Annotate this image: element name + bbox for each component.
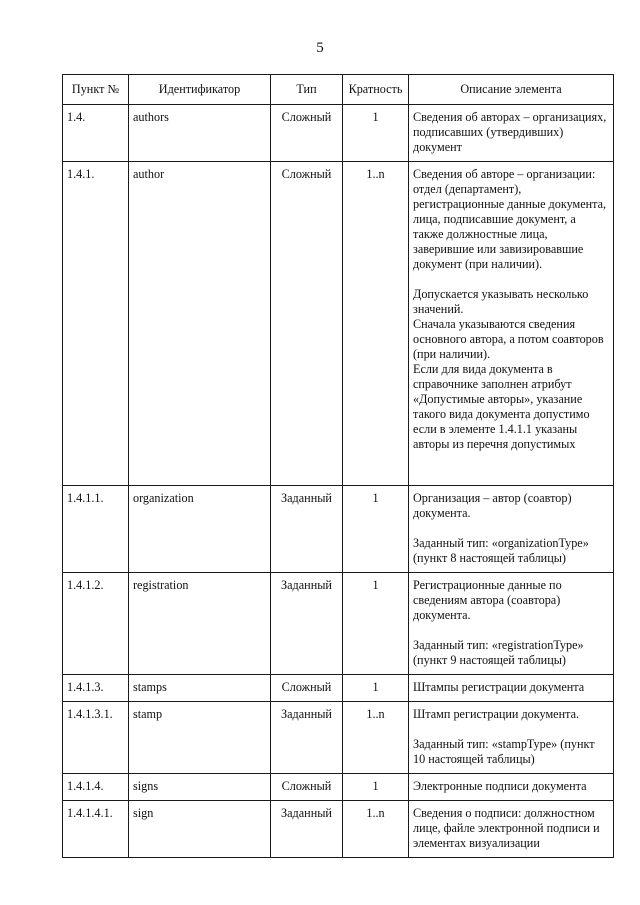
header-description: Описание элемента bbox=[409, 75, 614, 105]
table-header-row bbox=[63, 75, 614, 105]
description-paragraph: Заданный тип: «registrationType» (пункт 9 настоящей таблицы) bbox=[413, 638, 584, 667]
description-paragraph: Допускается указывать несколько значений. bbox=[413, 287, 589, 316]
description-paragraph: Сведения о подписи: должностном лице, файле электронной подписи и элементах визуализации bbox=[413, 806, 600, 850]
cell-multiplicity: 1..n bbox=[343, 702, 409, 774]
table-row bbox=[63, 675, 614, 702]
cell-num: 1.4.1.3. bbox=[63, 675, 129, 702]
description-paragraph: Штамп регистрации документа. bbox=[413, 707, 580, 721]
cell-num: 1.4.1.4. bbox=[63, 774, 129, 801]
description-paragraph: Электронные подписи документа bbox=[413, 779, 587, 793]
description-paragraph: Регистрационные данные по сведениям автора (соавтора) документа. bbox=[413, 578, 562, 622]
spec-table bbox=[62, 74, 614, 858]
cell-type: Сложный bbox=[271, 774, 343, 801]
header-identifier: Идентификатор bbox=[129, 75, 271, 105]
cell-identifier: signs bbox=[129, 774, 271, 801]
cell-description bbox=[409, 105, 614, 162]
cell-num: 1.4.1.1. bbox=[63, 486, 129, 573]
cell-description bbox=[409, 702, 614, 774]
cell-multiplicity: 1 bbox=[343, 105, 409, 162]
cell-description bbox=[409, 162, 614, 486]
cell-description bbox=[409, 573, 614, 675]
cell-identifier: authors bbox=[129, 105, 271, 162]
description-paragraph: Организация – автор (соавтор) документа. bbox=[413, 491, 572, 520]
cell-type: Сложный bbox=[271, 162, 343, 486]
header-multiplicity: Кратность bbox=[343, 75, 409, 105]
cell-identifier: registration bbox=[129, 573, 271, 675]
cell-num: 1.4.1.4.1. bbox=[63, 801, 129, 858]
cell-description bbox=[409, 774, 614, 801]
cell-identifier: organization bbox=[129, 486, 271, 573]
cell-multiplicity: 1..n bbox=[343, 162, 409, 486]
cell-type: Заданный bbox=[271, 801, 343, 858]
cell-num: 1.4. bbox=[63, 105, 129, 162]
description-paragraph: Если для вида документа в справочнике заполнен атрибут «Допустимые авторы», указание такого вида документа допустимо если в элементе 1.4.1.1 указаны авторы из перечня допустимых bbox=[413, 362, 590, 451]
cell-identifier: sign bbox=[129, 801, 271, 858]
cell-identifier: author bbox=[129, 162, 271, 486]
description-paragraph: Сначала указываются сведения основного автора, а потом соавторов (при наличии). bbox=[413, 317, 604, 361]
header-type: Тип bbox=[271, 75, 343, 105]
cell-description bbox=[409, 675, 614, 702]
page-number: 5 bbox=[316, 40, 324, 56]
description-paragraph: Сведения об авторах – организациях, подписавших (утвердивших) документ bbox=[413, 110, 607, 154]
cell-description bbox=[409, 486, 614, 573]
cell-multiplicity: 1 bbox=[343, 675, 409, 702]
table-row bbox=[63, 486, 614, 573]
table-row bbox=[63, 801, 614, 858]
cell-multiplicity: 1 bbox=[343, 486, 409, 573]
cell-multiplicity: 1..n bbox=[343, 801, 409, 858]
cell-description bbox=[409, 801, 614, 858]
cell-type: Заданный bbox=[271, 702, 343, 774]
table-row bbox=[63, 774, 614, 801]
cell-type: Сложный bbox=[271, 105, 343, 162]
cell-identifier: stamps bbox=[129, 675, 271, 702]
cell-num: 1.4.1.2. bbox=[63, 573, 129, 675]
table-row bbox=[63, 702, 614, 774]
description-paragraph: Заданный тип: «organizationType» (пункт 8 настоящей таблицы) bbox=[413, 536, 589, 565]
cell-type: Заданный bbox=[271, 573, 343, 675]
description-paragraph: Заданный тип: «stampType» (пункт 10 настоящей таблицы) bbox=[413, 737, 595, 766]
table-row bbox=[63, 573, 614, 675]
cell-type: Заданный bbox=[271, 486, 343, 573]
table-row bbox=[63, 162, 614, 486]
table-row bbox=[63, 105, 614, 162]
description-paragraph: Сведения об авторе – организации: отдел (департамент), регистрационные данные документа, лица, подписавшие документ, а также должностные лица, заверившие или завизировавшие документ (при наличии). bbox=[413, 167, 607, 271]
cell-num: 1.4.1.3.1. bbox=[63, 702, 129, 774]
cell-identifier: stamp bbox=[129, 702, 271, 774]
description-paragraph: Штампы регистрации документа bbox=[413, 680, 585, 694]
header-num: Пункт № bbox=[63, 75, 129, 105]
cell-multiplicity: 1 bbox=[343, 774, 409, 801]
cell-multiplicity: 1 bbox=[343, 573, 409, 675]
cell-num: 1.4.1. bbox=[63, 162, 129, 486]
cell-type: Сложный bbox=[271, 675, 343, 702]
